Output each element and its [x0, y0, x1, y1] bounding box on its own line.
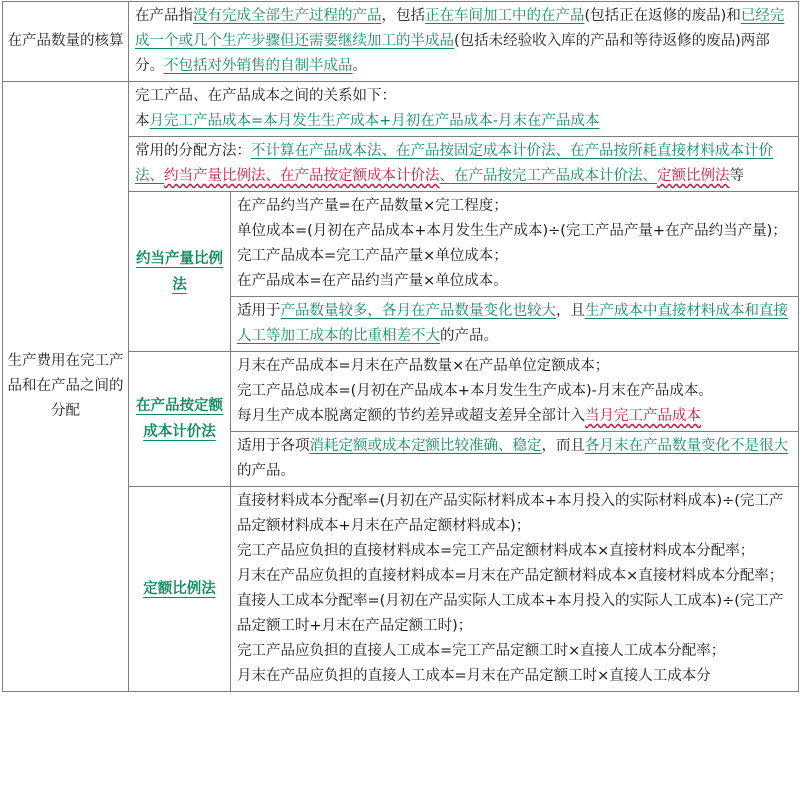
text-segment: ，而且: [541, 438, 585, 454]
text-segment: 适用于: [237, 303, 281, 319]
method-a-name: 约当产量比例法: [136, 250, 223, 293]
relation-intro: 完工产品、在产品成本之间的关系如下：: [135, 88, 396, 104]
formula-line: 直接材料成本分配率=(月初在产品实际材料成本+本月投入的实际材料成本)÷(完工产品定额材料成本+月末在产品定额材料成本)；: [237, 493, 784, 534]
highlight-green: 各月末在产品数量变化不是很大: [585, 438, 788, 454]
highlight-green: 不包括对外销售的自制半成品: [164, 58, 353, 74]
highlight-green: 生产成本中直接材料成本和直接人工等加工成本的比重相差不大: [237, 303, 788, 344]
highlight-red: 约当产量比例法、在产品按定额成本计价法: [164, 168, 440, 184]
text-segment: 的产品。: [440, 328, 498, 344]
formula-line: 单位成本=(月初在产品成本+本月发生生产成本)÷(完工产品产量+在产品约当产量)；: [237, 223, 787, 239]
relation-cell: [129, 82, 799, 137]
formula-line: 月末在产品成本=月末在产品数量×在产品单位定额成本；: [237, 358, 610, 374]
text-segment: 的产品。: [237, 463, 295, 479]
highlight-green: 消耗定额或成本定额比较准确、稳定: [309, 438, 542, 454]
method-b-formula-lines: [237, 354, 792, 404]
method-name-standard-cost: [129, 352, 231, 487]
formula-line: 在产品成本=在产品约当产量×单位成本。: [237, 273, 508, 289]
row-label-wip-quantity: 在产品数量的核算: [3, 2, 129, 82]
method-b-name: 在产品按定额成本计价法: [136, 398, 223, 440]
wip-definition-cell: [129, 2, 799, 82]
formula-line: 完工产品应负担的直接人工成本=完工产品定额工时×直接人工成本分配率；: [237, 643, 726, 659]
text-segment: 。: [352, 58, 367, 74]
formula-line: 在产品约当产量=在产品数量×完工程度；: [237, 198, 508, 214]
formula-line: 完工产品总成本=(月初在产品成本+本月发生生产成本)-月末在产品成本。: [237, 383, 713, 399]
method-c-name: 定额比例法: [143, 581, 216, 597]
text-segment: 每月生产成本脱离定额的节约差异或超支差异全部计入: [237, 408, 585, 424]
text-segment: 在产品指: [135, 8, 193, 24]
formula-line: 月末在产品应负担的直接材料成本=月末在产品定额材料成本×直接材料成本分配率；: [237, 568, 784, 584]
highlight-green: 产品数量较多，各月在产品数量变化也较大: [280, 303, 556, 319]
text-segment: ，且: [556, 303, 585, 319]
relation-formula: [135, 109, 792, 134]
highlight-green: 不计算在产品成本法、在产品按固定成本计价法、在产品按所耗直接材料成本计价法、: [135, 143, 773, 184]
text-segment: (包括正在返修的废品)和: [584, 8, 741, 24]
highlight-green: 没有完成全部生产过程的产品: [193, 8, 382, 24]
text-segment: 适用于各项: [237, 438, 310, 454]
method-a-formulas-cell: [231, 192, 799, 297]
text-segment: 常用的分配方法：: [135, 143, 251, 159]
method-b-formula-last: [237, 404, 792, 429]
method-name-quota-ratio: [129, 487, 231, 692]
text-segment: 等: [729, 168, 744, 184]
formula-line: 直接人工成本分配率=(月初在产品实际人工成本+本月投入的实际人工成本)÷(完工产品定额工时+月末在产品定额工时)；: [237, 593, 784, 634]
formula-line: 月末在产品应负担的直接人工成本=月末在产品定额工时×直接人工成本分: [237, 668, 711, 684]
highlight-green: 、在产品按完工产品成本计价法、: [439, 168, 657, 184]
row-relation: [3, 82, 799, 137]
highlight-green: 月完工产品成本=本月发生生产成本+月初在产品成本-月末在产品成本: [149, 113, 600, 129]
formula-line: 完工产品应负担的直接材料成本=完工产品定额材料成本×直接材料成本分配率；: [237, 543, 755, 559]
row-label-cost-allocation: 生产费用在完工产品和在产品之间的分配: [3, 82, 129, 692]
method-b-applicable-cell: [231, 432, 799, 487]
highlight-red: 定额比例法: [657, 168, 730, 184]
method-c-formulas-cell: [231, 487, 799, 692]
text-segment: ，包括: [381, 8, 425, 24]
formula-line: 完工产品成本=完工产品产量×单位成本；: [237, 248, 508, 264]
highlight-green: 正在车间加工中的在产品: [425, 8, 585, 24]
highlight-green: 已经完成一个或几个生产步骤但还需要继续加工的半成品: [135, 8, 785, 49]
row-wip-quantity: [3, 2, 799, 82]
cost-allocation-table: [2, 1, 799, 692]
method-b-formulas-cell: [231, 352, 799, 432]
method-name-equivalent-units: [129, 192, 231, 352]
text-segment: (包括未经验收入库的产品和等待返修的废品)两部分。: [135, 33, 770, 74]
methods-cell: [129, 137, 799, 192]
method-a-applicable-cell: [231, 297, 799, 352]
text-segment: 本: [135, 113, 150, 129]
highlight-red: 当月完工产品成本: [585, 408, 701, 424]
